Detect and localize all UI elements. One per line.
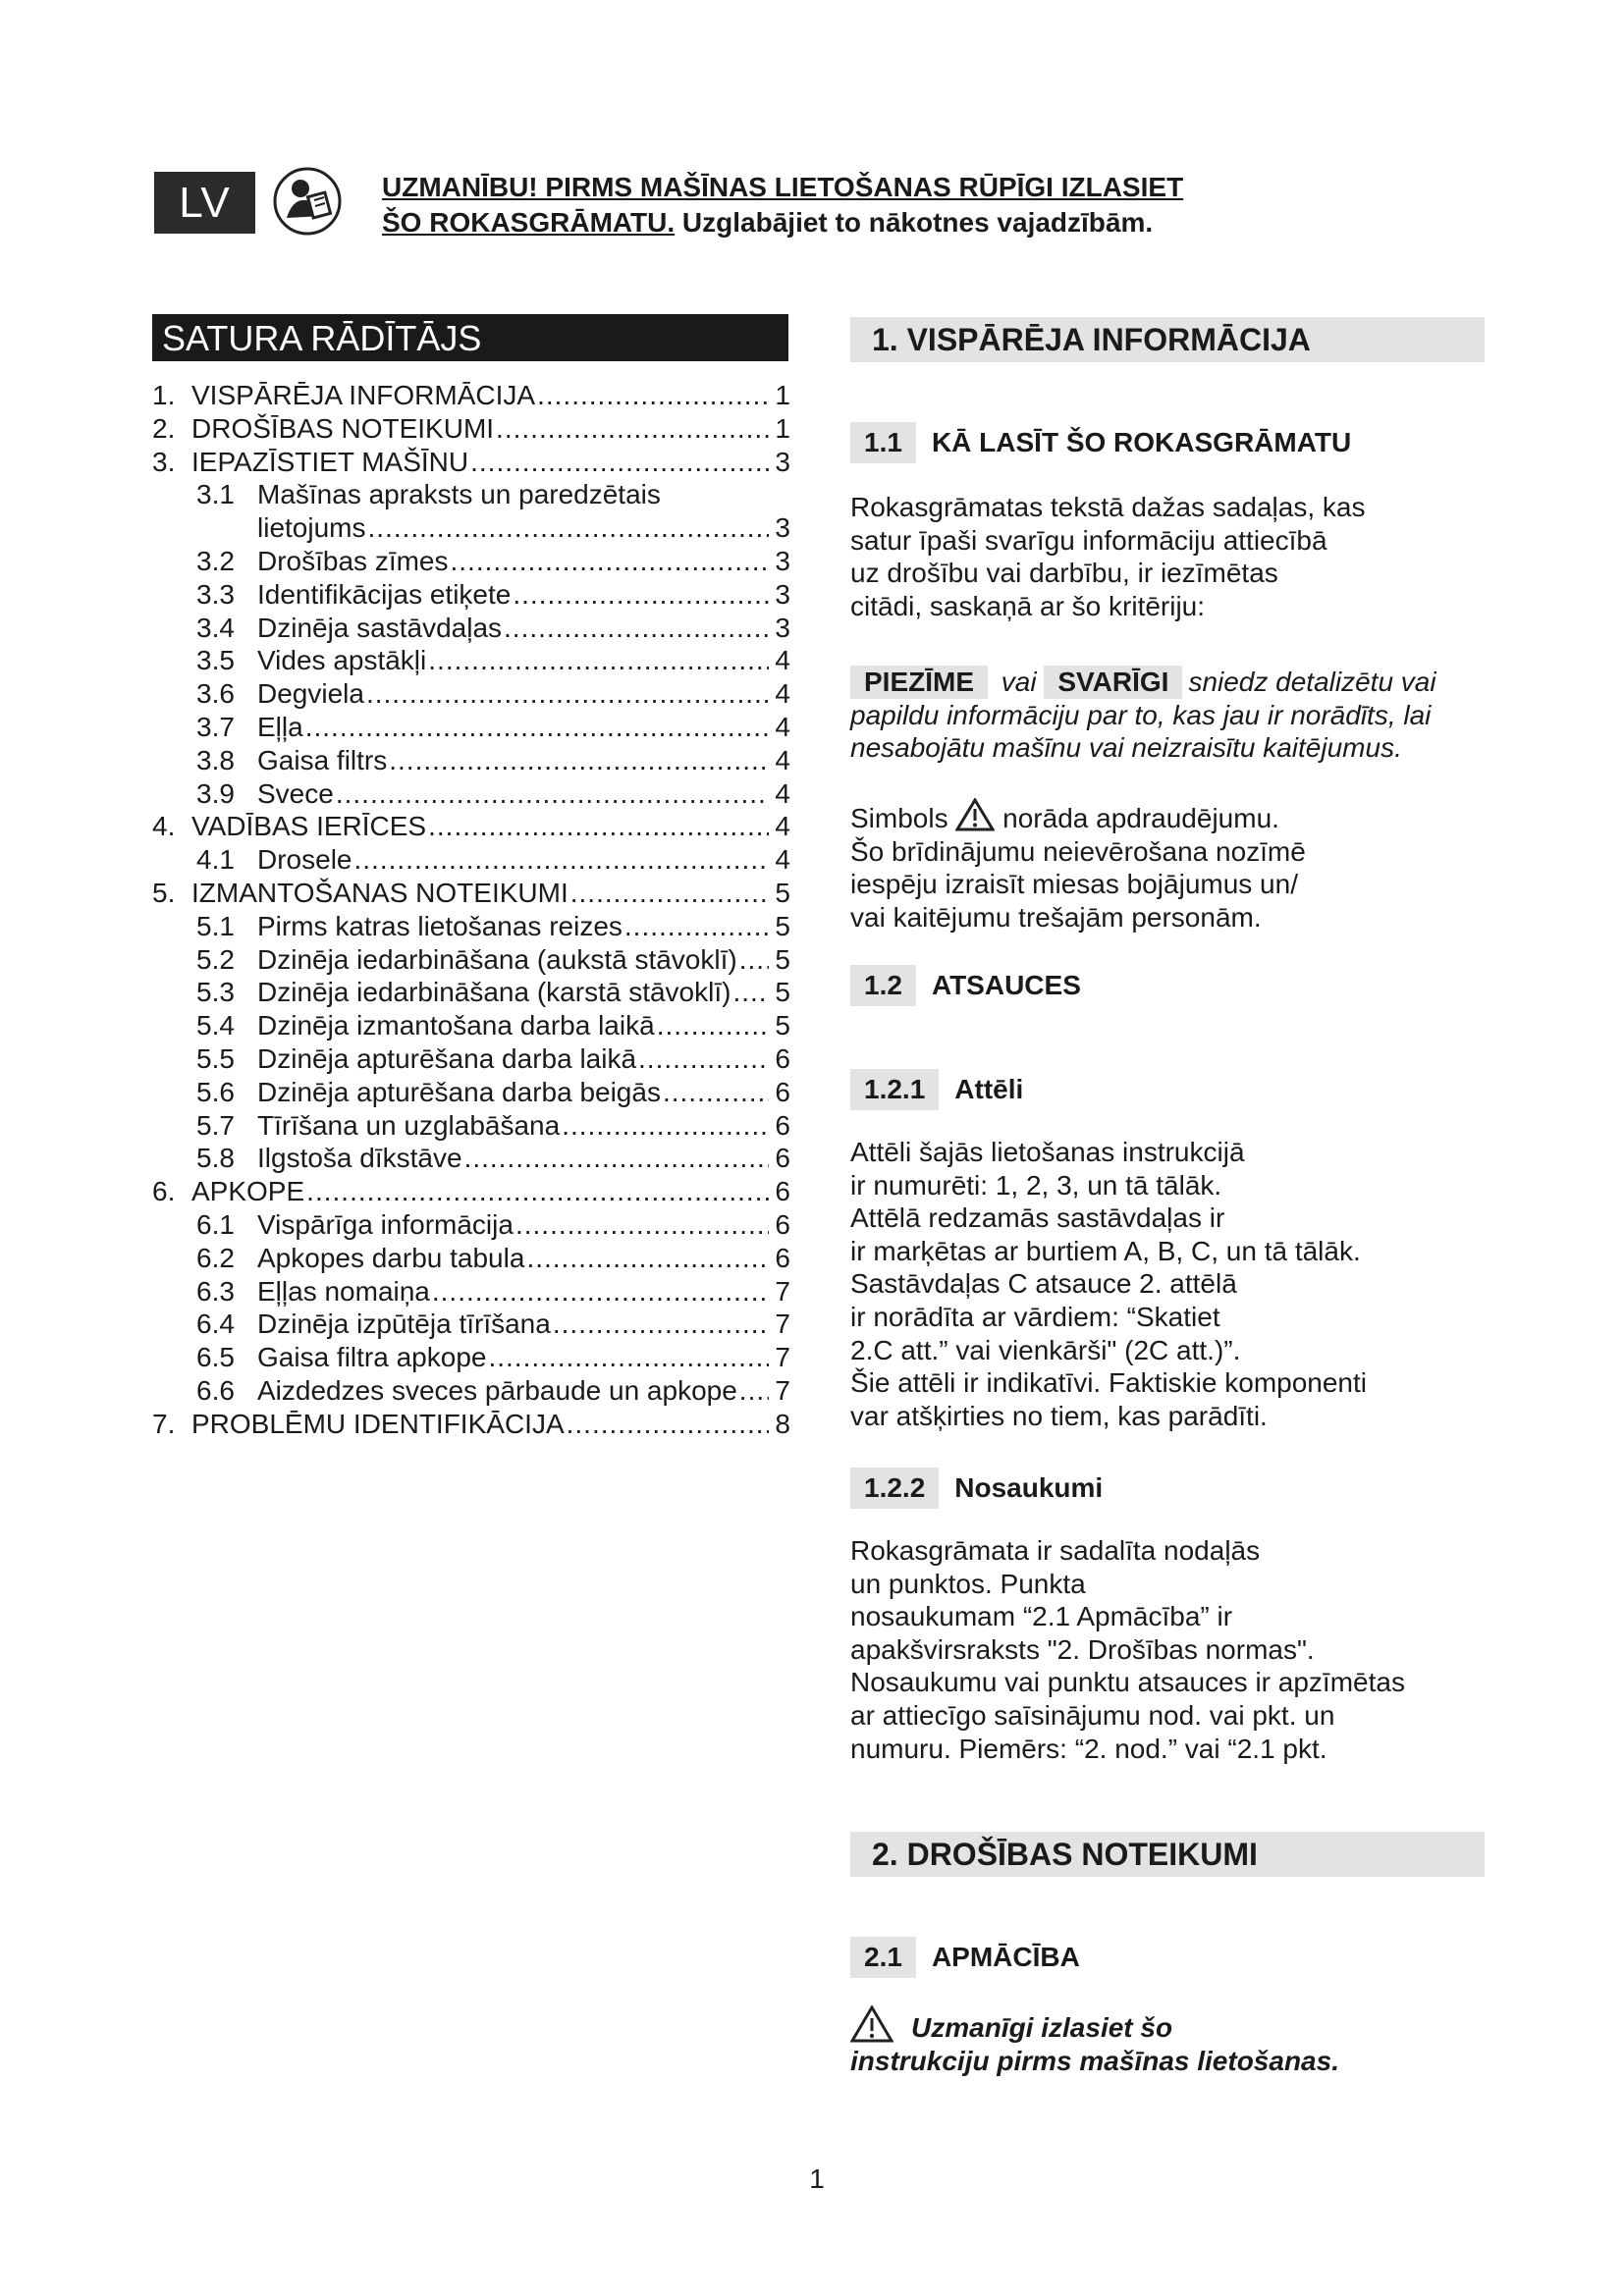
warning-line-2a: ŠO ROKASGRĀMATU. xyxy=(382,207,676,238)
toc-label: Drosele xyxy=(257,844,352,876)
toc-leader-dots xyxy=(657,1010,769,1041)
toc-label: DROŠĪBAS NOTEIKUMI xyxy=(191,412,495,444)
toc-leader-dots xyxy=(732,977,769,1008)
text-line: papildu informāciju par to, kas jau ir norādīts, lai xyxy=(850,699,1432,730)
toc-entry[interactable] xyxy=(152,1110,790,1144)
text-line: numuru. Piemērs: “2. nod.” vai “2.1 pkt. xyxy=(850,1733,1327,1764)
warning-triangle-icon xyxy=(850,2005,893,2043)
toc-number: 5.8 xyxy=(196,1143,235,1174)
toc-entry[interactable] xyxy=(152,977,790,1010)
symbol-paragraph xyxy=(850,798,1498,934)
toc-label: Apkopes darbu tabula xyxy=(257,1242,525,1273)
warning-line-1: UZMANĪBU! PIRMS MAŠĪNAS LIETOŠANAS RŪPĪGI IZLASIET xyxy=(382,172,1184,202)
toc-label: Eļļas nomaiņa xyxy=(257,1275,430,1307)
text-fragment: sniedz detalizētu vai xyxy=(1188,667,1436,697)
toc-entry[interactable] xyxy=(152,745,790,778)
toc-number: 2. xyxy=(152,412,176,444)
toc-page: 5 xyxy=(775,1010,790,1041)
note-label: PIEZĪME xyxy=(850,666,988,699)
toc-entry[interactable] xyxy=(152,1176,790,1209)
section-title: ATSAUCES xyxy=(931,970,1081,1000)
toc-label: Gaisa filtrs xyxy=(257,744,388,775)
toc-page: 7 xyxy=(775,1374,790,1406)
toc-number: 3.8 xyxy=(196,744,235,775)
toc-entry[interactable] xyxy=(152,380,790,413)
toc-entry[interactable] xyxy=(152,645,790,678)
toc-number: 6. xyxy=(152,1176,176,1207)
text-line: un punktos. Punkta xyxy=(850,1568,1086,1599)
safety-warning xyxy=(850,2005,1498,2077)
toc-page: 7 xyxy=(775,1275,790,1307)
toc-leader-dots xyxy=(570,878,769,909)
section-title: KĀ LASĪT ŠO ROKASGRĀMATU xyxy=(931,427,1352,457)
toc-leader-dots xyxy=(367,512,769,544)
text-line: Šo brīdinājumu neievērošana nozīmē xyxy=(850,835,1306,867)
toc-leader-dots xyxy=(553,1308,769,1340)
toc-entry[interactable] xyxy=(152,1276,790,1309)
toc-leader-dots xyxy=(526,1243,769,1274)
toc-entry[interactable] xyxy=(152,1342,790,1375)
toc-page: 7 xyxy=(775,1342,790,1373)
toc-leader-dots xyxy=(537,380,769,411)
toc-label: PROBLĒMU IDENTIFIKĀCIJA xyxy=(191,1408,565,1439)
text-line: satur īpaši svarīgu informāciju attiecībā xyxy=(850,524,1327,556)
toc-entry[interactable] xyxy=(152,413,790,447)
toc-page: 1 xyxy=(775,380,790,410)
toc-page: 4 xyxy=(775,777,790,809)
toc-leader-dots xyxy=(515,1209,769,1241)
toc-leader-dots xyxy=(305,712,769,743)
toc-number: 6.4 xyxy=(196,1308,235,1340)
toc-label: Vides apstākļi xyxy=(257,645,427,676)
toc-page: 6 xyxy=(775,1208,790,1240)
toc-leader-dots xyxy=(513,579,769,611)
toc-leader-dots xyxy=(428,645,769,676)
toc-number: 5.7 xyxy=(196,1109,235,1141)
toc-number: 7. xyxy=(152,1408,176,1439)
toc-leader-dots xyxy=(470,447,769,478)
toc-leader-dots xyxy=(464,1143,769,1174)
toc-label: IEPAZĪSTIET MAŠĪNU xyxy=(191,446,469,477)
toc-number: 3.2 xyxy=(196,545,235,576)
toc-page: 5 xyxy=(775,910,790,941)
section-1-heading: 1. VISPĀRĒJA INFORMĀCIJA xyxy=(850,317,1485,362)
toc-leader-dots xyxy=(353,844,769,876)
toc-page: 6 xyxy=(775,1076,790,1107)
toc-leader-dots xyxy=(663,1077,769,1108)
toc-page: 4 xyxy=(775,811,790,842)
toc-label: Svece xyxy=(257,777,334,809)
section-title: Attēli xyxy=(954,1074,1024,1104)
text-line: ir marķētas ar burtiem A, B, C, un tā tālāk. xyxy=(850,1235,1361,1266)
toc-entry[interactable] xyxy=(152,546,790,579)
toc-entry[interactable] xyxy=(152,1010,790,1043)
toc-number: 3. xyxy=(152,446,176,477)
text-fragment: vai xyxy=(1001,667,1037,697)
toc-label: Mašīnas apraksts un paredzētais xyxy=(257,479,661,510)
toc-label: VADĪBAS IERĪCES xyxy=(191,811,427,842)
toc-entry[interactable] xyxy=(152,1243,790,1276)
text-fragment: Uzmanīgi izlasiet šo xyxy=(911,2012,1173,2043)
section-number: 1.2.2 xyxy=(850,1468,939,1509)
toc-page: 6 xyxy=(775,1109,790,1141)
text-fragment: norāda apdraudējumu. xyxy=(1002,803,1279,833)
section-1-1-paragraph xyxy=(850,491,1498,622)
toc-page: 3 xyxy=(775,446,790,477)
text-line: Attēli šajās lietošanas instrukcijā xyxy=(850,1137,1245,1167)
toc-leader-dots xyxy=(739,944,769,976)
toc-number: 5.5 xyxy=(196,1042,235,1074)
toc-label: Pirms katras lietošanas reizes xyxy=(257,910,623,941)
toc-leader-dots xyxy=(638,1043,769,1075)
toc-page: 3 xyxy=(775,612,790,643)
toc-page: 5 xyxy=(775,877,790,908)
toc-page: 3 xyxy=(775,578,790,610)
section-2-1-heading xyxy=(850,1937,1080,1978)
toc-entry[interactable] xyxy=(152,1143,790,1176)
toc-leader-dots xyxy=(739,1375,769,1407)
toc-leader-dots xyxy=(428,811,769,842)
text-line: citādi, saskaņā ar šo kritēriju: xyxy=(850,590,1206,621)
toc-number: 6.3 xyxy=(196,1275,235,1307)
toc-page: 7 xyxy=(775,1308,790,1340)
toc-label: Tīrīšana un uzglabāšana xyxy=(257,1109,561,1141)
toc-number: 6.1 xyxy=(196,1208,235,1240)
text-line: ir norādīta ar vārdiem: “Skatiet xyxy=(850,1301,1220,1332)
toc-number: 4.1 xyxy=(196,844,235,876)
text-line: Rokasgrāmatas tekstā dažas sadaļas, kas xyxy=(850,492,1366,522)
text-line: nesabojātu mašīnu vai neizraisītu kaitējumus. xyxy=(850,732,1402,764)
warning-triangle-icon xyxy=(955,798,995,831)
toc-number: 5.6 xyxy=(196,1076,235,1107)
toc-page: 4 xyxy=(775,844,790,876)
toc-number: 5.4 xyxy=(196,1010,235,1041)
text-line: ar attiecīgo saīsinājumu nod. vai pkt. un xyxy=(850,1699,1335,1731)
toc-entry[interactable] xyxy=(152,778,790,812)
toc-label: Dzinēja apturēšana darba laikā xyxy=(257,1042,637,1074)
section-1-2-2-paragraph xyxy=(850,1534,1498,1765)
toc-label: Dzinēja izmantošana darba laikā xyxy=(257,1010,655,1041)
toc-number: 1. xyxy=(152,380,176,410)
note-paragraph xyxy=(850,666,1498,765)
toc-page: 1 xyxy=(775,412,790,444)
toc-number: 5. xyxy=(152,877,176,908)
toc-label: Aizdedzes sveces pārbaude un apkope xyxy=(257,1374,737,1406)
toc-page: 4 xyxy=(775,711,790,742)
toc-leader-dots xyxy=(336,778,769,810)
text-line: instrukciju pirms mašīnas lietošanas. xyxy=(850,2045,1339,2076)
toc-label: Dzinēja izpūtēja tīrīšana xyxy=(257,1308,551,1340)
toc-label: Dzinēja iedarbināšana (karstā stāvoklī) xyxy=(257,977,731,1008)
text-line: Nosaukumu vai punktu atsauces ir apzīmētas xyxy=(850,1667,1405,1698)
toc-label: lietojums xyxy=(257,512,366,544)
toc-number: 3.9 xyxy=(196,777,235,809)
toc-label: Identifikācijas etiķete xyxy=(257,578,512,610)
language-badge: LV xyxy=(154,172,255,234)
toc-number: 5.1 xyxy=(196,910,235,941)
header-warning xyxy=(382,170,1364,240)
text-line: ir numurēti: 1, 2, 3, un tā tālāk. xyxy=(850,1169,1222,1201)
warning-line-2b: Uzglabājiet to nākotnes vajadzībām. xyxy=(675,207,1154,238)
toc-label: Ilgstoša dīkstāve xyxy=(257,1143,462,1174)
section-number: 1.2.1 xyxy=(850,1069,939,1110)
toc-number: 6.5 xyxy=(196,1342,235,1373)
toc-page: 3 xyxy=(775,512,790,544)
section-title: Nosaukumi xyxy=(954,1472,1104,1503)
toc-page: 4 xyxy=(775,744,790,775)
toc-page: 5 xyxy=(775,977,790,1008)
toc-leader-dots xyxy=(306,1176,769,1207)
toc-label: Dzinēja iedarbināšana (aukstā stāvoklī) xyxy=(257,943,737,975)
section-2-heading: 2. DROŠĪBAS NOTEIKUMI xyxy=(850,1832,1485,1877)
text-line: Šie attēli ir indikatīvi. Faktiskie komponenti xyxy=(850,1367,1367,1399)
toc-number: 6.6 xyxy=(196,1374,235,1406)
toc-label: Gaisa filtra apkope xyxy=(257,1342,487,1373)
toc-number: 3.5 xyxy=(196,645,235,676)
toc-label: Dzinēja apturēšana darba beigās xyxy=(257,1076,661,1107)
important-label: SVARĪGI xyxy=(1044,666,1182,699)
toc-page: 6 xyxy=(775,1176,790,1207)
text-line: Rokasgrāmata ir sadalīta nodaļās xyxy=(850,1535,1261,1566)
toc-leader-dots xyxy=(504,613,769,644)
toc-page: 8 xyxy=(775,1408,790,1439)
toc-label: IZMANTOŠANAS NOTEIKUMI xyxy=(191,877,568,908)
toc-page: 6 xyxy=(775,1242,790,1273)
toc-entry[interactable] xyxy=(152,1077,790,1110)
text-line: Attēlā redzamās sastāvdaļas ir xyxy=(850,1202,1225,1234)
toc-entry[interactable] xyxy=(152,844,790,878)
toc-number: 3.7 xyxy=(196,711,235,742)
text-line: apakšvirsraksts "2. Drošības normas". xyxy=(850,1633,1315,1665)
toc-number: 5.2 xyxy=(196,943,235,975)
toc-label: Degviela xyxy=(257,678,364,710)
toc-number: 5.3 xyxy=(196,977,235,1008)
toc-entry[interactable] xyxy=(152,1375,790,1409)
toc-entry[interactable] xyxy=(152,447,790,480)
text-line: iespēju izraisīt miesas bojājumus un/ xyxy=(850,869,1298,900)
toc-leader-dots xyxy=(451,546,770,577)
toc-page: 4 xyxy=(775,678,790,710)
toc-label: Drošības zīmes xyxy=(257,545,449,576)
toc-leader-dots xyxy=(488,1342,769,1373)
toc-entry[interactable] xyxy=(152,678,790,712)
toc-page: 6 xyxy=(775,1143,790,1174)
toc-leader-dots xyxy=(562,1110,769,1142)
text-fragment: Simbols xyxy=(850,803,948,833)
toc-label: Vispārīga informācija xyxy=(257,1208,514,1240)
toc-entry[interactable] xyxy=(152,512,790,546)
toc-leader-dots xyxy=(567,1409,769,1440)
toc-page: 6 xyxy=(775,1042,790,1074)
toc-entry[interactable] xyxy=(152,878,790,911)
text-line: nosaukumam “2.1 Apmācība” ir xyxy=(850,1601,1233,1632)
page-number: 1 xyxy=(809,2163,825,2194)
section-number: 2.1 xyxy=(850,1937,916,1978)
section-1-2-1-heading xyxy=(850,1069,1023,1110)
toc-entry[interactable] xyxy=(152,1308,790,1342)
toc-entry[interactable] xyxy=(152,712,790,745)
section-1-2-heading xyxy=(850,965,1081,1006)
section-number: 1.1 xyxy=(850,422,916,463)
toc-page: 5 xyxy=(775,943,790,975)
toc-label: Eļļa xyxy=(257,711,303,742)
toc-leader-dots xyxy=(624,911,769,942)
toc-number: 3.1 xyxy=(196,479,235,510)
text-line: var atšķirties no tiem, kas parādīti. xyxy=(850,1400,1268,1431)
table-of-contents xyxy=(152,380,790,1442)
section-title: APMĀCĪBA xyxy=(931,1942,1080,1972)
toc-page: 4 xyxy=(775,645,790,676)
toc-entry[interactable] xyxy=(152,944,790,978)
toc-label: VISPĀRĒJA INFORMĀCIJA xyxy=(191,380,536,410)
toc-entry[interactable] xyxy=(152,1209,790,1243)
toc-page: 3 xyxy=(775,545,790,576)
toc-number: 3.4 xyxy=(196,612,235,643)
toc-entry[interactable] xyxy=(152,1043,790,1077)
toc-entry[interactable] xyxy=(152,613,790,646)
toc-entry[interactable] xyxy=(152,1409,790,1442)
toc-number: 3.6 xyxy=(196,678,235,710)
toc-number: 6.2 xyxy=(196,1242,235,1273)
text-line: vai kaitējumu trešajām personām. xyxy=(850,901,1262,933)
text-line: Sastāvdaļas C atsauce 2. attēlā xyxy=(850,1268,1237,1300)
toc-label: APKOPE xyxy=(191,1176,305,1207)
toc-entry[interactable] xyxy=(152,579,790,613)
toc-leader-dots xyxy=(366,678,769,710)
toc-leader-dots xyxy=(432,1276,769,1308)
section-number: 1.2 xyxy=(850,965,916,1006)
toc-leader-dots xyxy=(389,745,769,776)
toc-number: 4. xyxy=(152,811,176,842)
toc-label: Dzinēja sastāvdaļas xyxy=(257,612,503,643)
text-line: uz drošību vai darbību, ir iezīmētas xyxy=(850,558,1278,589)
toc-entry[interactable] xyxy=(152,479,790,512)
section-1-2-1-paragraph xyxy=(850,1136,1498,1432)
toc-entry[interactable] xyxy=(152,811,790,844)
section-1-2-2-heading xyxy=(850,1468,1103,1509)
toc-title: SATURA RĀDĪTĀJS xyxy=(152,314,788,361)
section-1-1-heading xyxy=(850,422,1351,463)
toc-number: 3.3 xyxy=(196,578,235,610)
toc-leader-dots xyxy=(496,413,769,445)
text-line: 2.C att.” vai vienkārši" (2C att.)”. xyxy=(850,1334,1241,1365)
toc-entry[interactable] xyxy=(152,911,790,944)
read-manual-icon xyxy=(273,167,342,236)
